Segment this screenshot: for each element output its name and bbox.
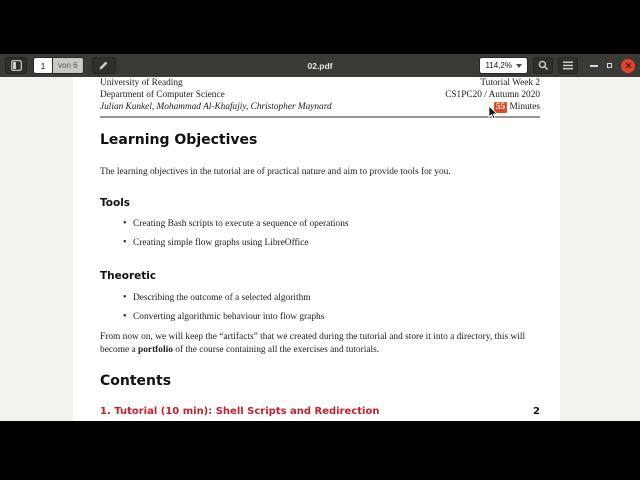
subsection-title-tools: Tools <box>100 197 131 209</box>
minutes-label: Minutes <box>509 101 540 112</box>
window-title: 02.pdf <box>307 60 333 71</box>
toolbar-right-group <box>479 57 635 74</box>
chevron-down-icon <box>516 64 522 68</box>
menu-button[interactable] <box>558 57 578 74</box>
portfolio-note <box>100 331 540 356</box>
toc-entry-label[interactable]: 1. Tutorial (10 min): Shell Scripts and Redirection <box>100 406 380 417</box>
portfolio-note-post: of the course containing all the exercises and tutorials. <box>172 344 380 355</box>
header-course: CS1PC20 / Autumn 2020 <box>445 89 540 100</box>
minimize-button[interactable] <box>590 65 598 67</box>
portfolio-note-pre: From now on, we will keep the “artifacts” that we created during the tutorial and store it into a directory, this will become a <box>100 332 526 355</box>
header-tutorial-week: Tutorial Week 2 <box>480 78 540 88</box>
zoom-level-value: 114,2% <box>485 61 512 70</box>
sidebar-icon <box>11 60 22 71</box>
section-title-learning-objectives: Learning Objectives <box>100 132 258 148</box>
toc-entry-page-number: 2 <box>533 406 540 417</box>
document-header <box>100 78 540 113</box>
page-navigation <box>33 57 84 74</box>
bottom-black-bar <box>0 421 640 480</box>
subsection-title-theoretic: Theoretic <box>100 270 157 282</box>
hamburger-menu-icon <box>563 61 573 70</box>
tools-list <box>100 219 540 257</box>
zoom-level-dropdown[interactable] <box>479 57 528 74</box>
list-item: • Converting algorithmic behaviour into flow graphs <box>100 312 540 322</box>
maximize-button[interactable] <box>607 63 612 68</box>
minutes-value-badge: 55 <box>495 101 506 112</box>
top-black-bar <box>0 0 640 54</box>
search-icon <box>538 60 549 71</box>
maximize-icon <box>607 63 612 68</box>
minimize-icon <box>590 65 598 67</box>
list-item: • Creating Bash scripts to execute a sequence of operations <box>100 219 540 229</box>
annotation-button[interactable] <box>92 57 116 74</box>
pencil-icon <box>98 60 109 71</box>
header-left <box>100 78 332 113</box>
close-button[interactable] <box>621 59 635 73</box>
header-university: University of Reading <box>100 78 183 88</box>
pdf-page <box>73 77 560 421</box>
header-department: Department of Computer Science <box>100 89 225 100</box>
search-button[interactable] <box>533 57 553 74</box>
theoretic-list <box>100 293 540 331</box>
learning-objectives-intro: The learning objectives in the tutorial are of practical nature and aim to provide tools for you. <box>100 167 451 177</box>
pdf-viewer-toolbar <box>0 54 640 77</box>
toc-entry[interactable] <box>100 406 540 417</box>
close-icon <box>625 62 632 69</box>
window-controls <box>590 59 635 73</box>
document-scroll-area[interactable] <box>0 77 640 421</box>
list-item: • Creating simple flow graphs using LibreOffice <box>100 238 540 248</box>
header-divider <box>100 116 540 118</box>
list-item: • Describing the outcome of a selected algorithm <box>100 293 540 303</box>
page-total-label: von 6 <box>53 57 84 74</box>
sidebar-toggle-button[interactable] <box>5 57 27 74</box>
mouse-cursor <box>488 106 499 125</box>
page-number-input[interactable]: 1 <box>33 57 53 74</box>
portfolio-note-bold: portfolio <box>138 344 173 355</box>
header-authors: Julian Kunkel, Mohammad Al-Khafajiy, Christopher Maynard <box>100 101 332 112</box>
section-title-contents: Contents <box>100 373 172 389</box>
